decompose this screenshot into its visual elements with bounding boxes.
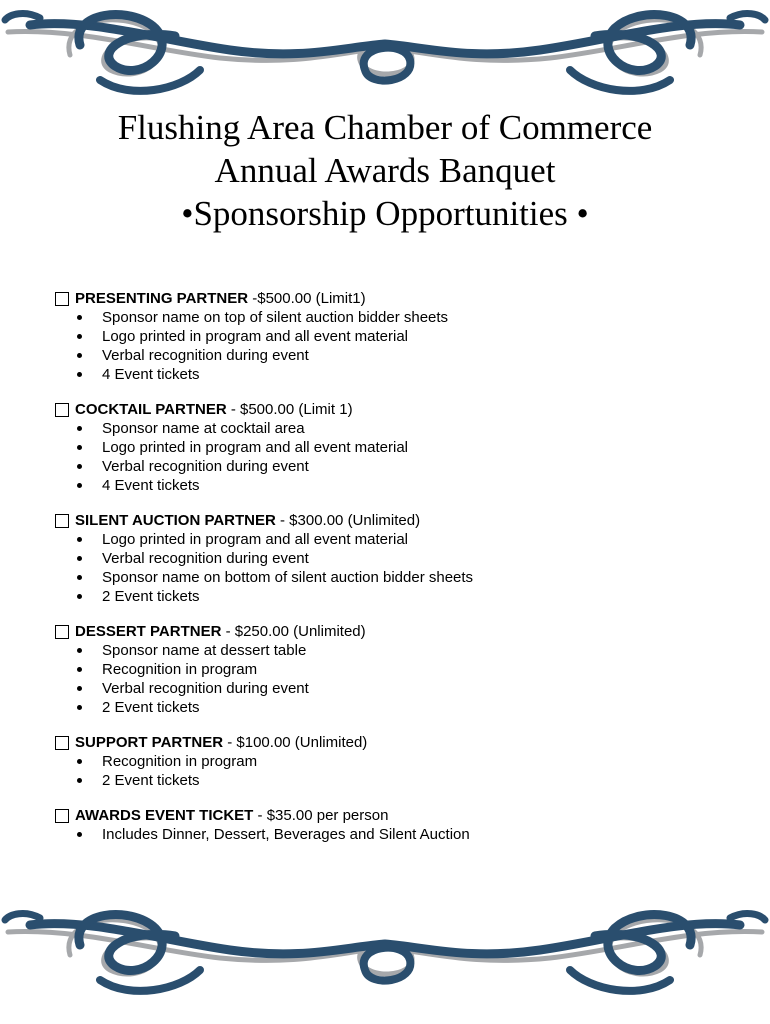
- title-organization: Flushing Area Chamber of Commerce: [117, 108, 653, 147]
- benefit-item: [76, 825, 755, 844]
- benefit-item: [76, 679, 755, 698]
- benefit-text: Recognition in program: [102, 753, 258, 770]
- sponsorship-option: [55, 622, 755, 717]
- bullet-icon: [77, 705, 82, 710]
- option-header: [55, 511, 755, 530]
- benefit-text: Includes Dinner, Dessert, Beverages and Silent Auction: [102, 826, 470, 843]
- title-subheading: •Sponsorship Opportunities •: [181, 194, 589, 233]
- benefit-item: [76, 476, 755, 495]
- bullet-icon: [77, 556, 82, 561]
- option-title: SILENT AUCTION PARTNER: [75, 512, 276, 529]
- benefit-text: Verbal recognition during event: [102, 680, 309, 697]
- sponsorship-option: [55, 400, 755, 495]
- option-header: [55, 733, 755, 752]
- benefit-item: [76, 549, 755, 568]
- benefit-text: Sponsor name on bottom of silent auction bidder sheets: [102, 569, 474, 586]
- bullet-icon: [77, 575, 82, 580]
- bullet-icon: [77, 445, 82, 450]
- benefit-text: Logo printed in program and all event material: [102, 328, 409, 345]
- bullet-icon: [77, 778, 82, 783]
- sponsorship-option: [55, 511, 755, 606]
- option-price: - $300.00 (Unlimited): [275, 512, 421, 529]
- benefit-text: 4 Event tickets: [102, 477, 200, 494]
- benefit-item: [76, 346, 755, 365]
- bullet-icon: [77, 372, 82, 377]
- benefit-item: [76, 587, 755, 606]
- ribbon-blue: [5, 14, 765, 91]
- top-ribbon-flourish: [0, 0, 770, 110]
- option-header: [55, 806, 755, 825]
- option-header: [55, 289, 755, 308]
- option-checkbox[interactable]: [55, 403, 69, 417]
- option-header: [55, 622, 755, 641]
- benefit-item: [76, 438, 755, 457]
- benefit-item: [76, 365, 755, 384]
- benefit-text: Verbal recognition during event: [102, 550, 309, 567]
- benefit-text: Verbal recognition during event: [102, 347, 309, 364]
- benefit-text: Logo printed in program and all event material: [102, 439, 409, 456]
- benefit-item: [76, 419, 755, 438]
- benefit-text: 2 Event tickets: [102, 699, 200, 716]
- sponsorship-list: [55, 289, 755, 860]
- sponsorship-option: [55, 806, 755, 844]
- option-benefits: [55, 419, 755, 495]
- benefit-text: Recognition in program: [102, 661, 258, 678]
- bullet-icon: [77, 686, 82, 691]
- benefit-text: Verbal recognition during event: [102, 458, 309, 475]
- bullet-icon: [77, 353, 82, 358]
- benefit-item: [76, 327, 755, 346]
- bullet-icon: [77, 594, 82, 599]
- benefit-item: [76, 308, 755, 327]
- option-title: AWARDS EVENT TICKET: [75, 807, 254, 824]
- option-price: - $100.00 (Unlimited): [223, 734, 368, 751]
- bullet-icon: [77, 464, 82, 469]
- benefit-item: [76, 641, 755, 660]
- bullet-icon: [77, 759, 82, 764]
- sponsorship-option: [55, 289, 755, 384]
- bullet-icon: [77, 537, 82, 542]
- option-checkbox[interactable]: [55, 625, 69, 639]
- bullet-icon: [77, 315, 82, 320]
- option-price: -$500.00 (Limit1): [248, 290, 366, 307]
- benefit-item: [76, 457, 755, 476]
- bullet-icon: [77, 426, 82, 431]
- bullet-icon: [77, 832, 82, 837]
- benefit-item: [76, 660, 755, 679]
- bullet-icon: [77, 648, 82, 653]
- option-checkbox[interactable]: [55, 809, 69, 823]
- option-price: - $35.00 per person: [253, 807, 389, 824]
- benefit-text: 4 Event tickets: [102, 366, 200, 383]
- benefit-text: Sponsor name at cocktail area: [102, 420, 305, 437]
- option-price: - $250.00 (Unlimited): [221, 623, 366, 640]
- benefit-text: 2 Event tickets: [102, 588, 200, 605]
- option-price: - $500.00 (Limit 1): [226, 401, 353, 418]
- option-title: PRESENTING PARTNER: [75, 290, 249, 307]
- bottom-ribbon-flourish: [0, 900, 770, 1010]
- option-checkbox[interactable]: [55, 514, 69, 528]
- benefit-item: [76, 752, 755, 771]
- option-title: DESSERT PARTNER: [75, 623, 222, 640]
- option-benefits: [55, 530, 755, 606]
- benefit-item: [76, 771, 755, 790]
- sponsorship-option: [55, 733, 755, 790]
- benefit-item: [76, 568, 755, 587]
- option-title: COCKTAIL PARTNER: [75, 401, 227, 418]
- option-checkbox[interactable]: [55, 292, 69, 306]
- option-benefits: [55, 752, 755, 790]
- benefit-text: Sponsor name at dessert table: [102, 642, 307, 659]
- bullet-icon: [77, 334, 82, 339]
- option-benefits: [55, 641, 755, 717]
- option-title: SUPPORT PARTNER: [75, 734, 224, 751]
- option-benefits: [55, 308, 755, 384]
- bullet-icon: [77, 483, 82, 488]
- benefit-item: [76, 530, 755, 549]
- option-checkbox[interactable]: [55, 736, 69, 750]
- ribbon-blue: [5, 914, 765, 991]
- title-event: Annual Awards Banquet: [214, 151, 556, 190]
- page-title-block: [0, 106, 770, 235]
- benefit-text: 2 Event tickets: [102, 772, 200, 789]
- benefit-item: [76, 698, 755, 717]
- option-benefits: [55, 825, 755, 844]
- bullet-icon: [77, 667, 82, 672]
- benefit-text: Logo printed in program and all event material: [102, 531, 409, 548]
- benefit-text: Sponsor name on top of silent auction bidder sheets: [102, 309, 449, 326]
- option-header: [55, 400, 755, 419]
